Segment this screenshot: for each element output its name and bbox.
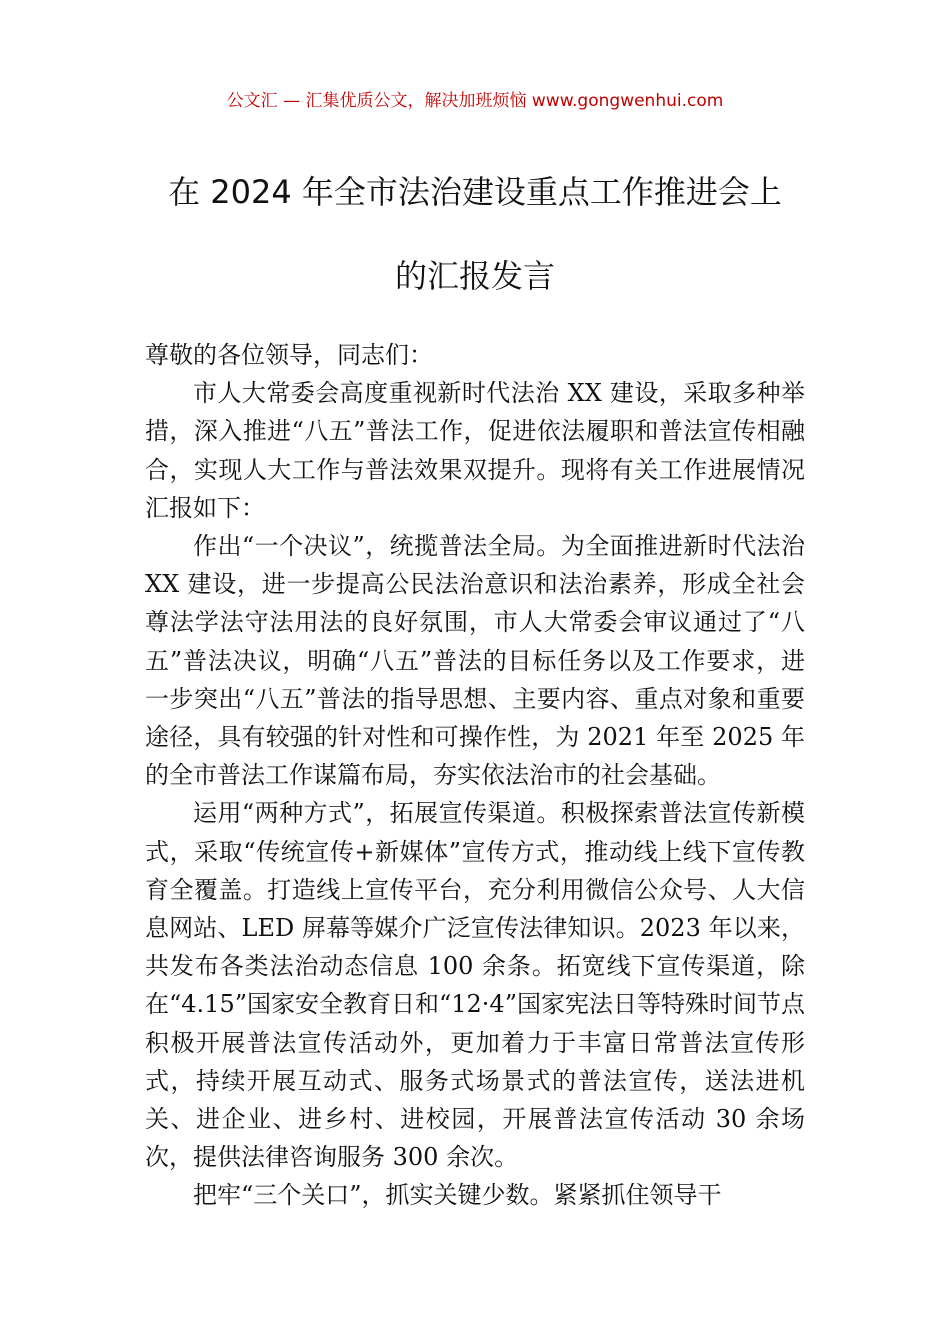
title-line-1: 在 2024 年全市法治建设重点工作推进会上 xyxy=(168,173,782,211)
title-line-2: 的汇报发言 xyxy=(394,257,555,295)
paragraph-key-minority: 把牢“三个关口”，抓实关键少数。紧紧抓住领导干 xyxy=(193,1181,722,1210)
paragraph-publicity: 运用“两种方式”，拓展宣传渠道。积极探索普法宣传新模式，采取“传统宣传+新媒体”宣传方式，推动线上线下宣传教育全覆盖。打造线上宣传平台，充分利用微信公众号、人大信息网站、LED 屏幕等媒介广泛宣传法律知识。2023 年以来，共发布各类法治动态信息 100 余条。拓宽线下宣传渠道，除在“4.15”国家安全教育日和“12·4”国家宪法日等特殊时间节点积极开展普法宣传活动外，更加着力于丰富日常普法宣传形式，持续开展互动式、服务式场景式的普法宣传，送法进机关、进企业、进乡村、进校园，开展普法宣传活动 30 余场次，提供法律咨询服务 300 余次。 xyxy=(145,799,805,1172)
document-body xyxy=(145,336,805,1215)
paragraph-resolution: 作出“一个决议”，统揽普法全局。为全面推进新时代法治 XX 建设，进一步提高公民法治意识和法治素养，形成全社会尊法学法守法用法的良好氛围，市人大常委会审议通过了“八五”普法决议，明确“八五”普法的目标任务以及工作要求，进一步突出“八五”普法的指导思想、主要内容、重点对象和重要途径，具有较强的针对性和可操作性，为 2021 年至 2025 年的全市普法工作谋篇布局，夯实依法治市的社会基础。 xyxy=(145,532,805,790)
salutation: 尊敬的各位领导，同志们： xyxy=(145,341,433,369)
header-banner: 公文汇 — 汇集优质公文，解决加班烦恼 www.gongwenhui.com xyxy=(226,91,724,111)
paragraph-intro: 市人大常委会高度重视新时代法治 XX 建设，采取多种举措，深入推进“八五”普法工作，促进依法履职和普法宣传相融合，实现人大工作与普法效果双提升。现将有关工作进展情况汇报如下： xyxy=(145,379,805,522)
document-title xyxy=(120,150,830,318)
